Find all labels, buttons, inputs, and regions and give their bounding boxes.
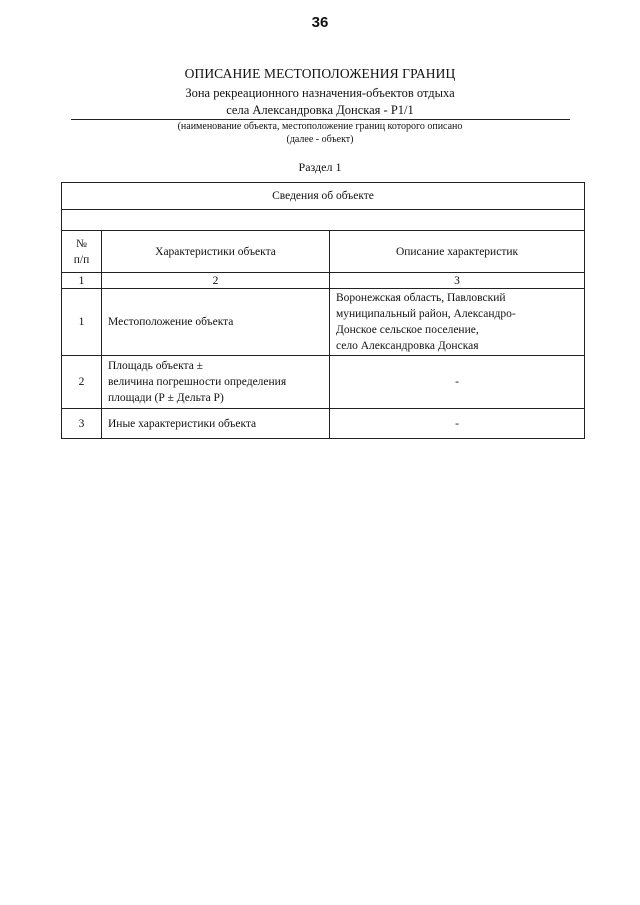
table-spacer-row: [62, 210, 585, 231]
column-number: 2: [102, 273, 330, 289]
object-name-line-1: Зона рекреационного назначения-объектов отдыха: [185, 86, 455, 100]
row-characteristic: [102, 289, 330, 356]
table-row: [62, 289, 585, 356]
object-name-line-2: села Александровка Донская - Р1/1: [226, 103, 414, 117]
row-characteristic-line: Местоположение объекта: [108, 316, 234, 328]
document-title: ОПИСАНИЕ МЕСТОПОЛОЖЕНИЯ ГРАНИЦ: [184, 66, 456, 81]
column-header-description: Описание характеристик: [330, 231, 585, 273]
row-description: [330, 409, 585, 439]
row-description-line: -: [455, 376, 459, 388]
row-characteristic-line: Иные характеристики объекта: [108, 417, 257, 430]
row-number: 2: [62, 356, 102, 409]
caption-line-2: (далее - объект): [286, 134, 354, 145]
row-description: [330, 356, 585, 409]
column-header-number-line: п/п: [73, 253, 90, 266]
caption-line-1: (наименование объекта, местоположение границ которого описано: [177, 121, 463, 132]
table-spacer-cell: [62, 210, 585, 231]
underline-rule: [71, 119, 570, 120]
row-description-line: село Александровка Донская: [336, 340, 479, 352]
row-description-line: муниципальный район, Александро-: [336, 308, 516, 320]
row-characteristic-line: Площадь объекта ±: [108, 360, 203, 372]
row-description-line: Донское сельское поселение,: [336, 324, 479, 336]
table-row: [62, 356, 585, 409]
page-number: 36: [311, 14, 329, 31]
row-description-line: Воронежская область, Павловский: [336, 292, 506, 304]
column-header-characteristic: Характеристики объекта: [102, 231, 330, 273]
object-info-table: [61, 182, 585, 439]
row-characteristic-line: площади (Р ± Дельта Р): [108, 392, 224, 404]
section-label: Раздел 1: [298, 160, 342, 174]
column-header-row: [62, 231, 585, 273]
column-number: 3: [330, 273, 585, 289]
column-number: 1: [62, 273, 102, 289]
row-characteristic: [102, 356, 330, 409]
row-characteristic-line: величина погрешности определения: [108, 376, 287, 388]
row-description: [330, 289, 585, 356]
table-header: Сведения об объекте: [62, 183, 585, 210]
column-header-number: [62, 231, 102, 273]
column-header-number-line: №: [76, 237, 87, 250]
row-number: 3: [62, 409, 102, 439]
row-description-line: -: [455, 417, 459, 430]
row-characteristic: [102, 409, 330, 439]
table-header-row: [62, 183, 585, 210]
row-number: 1: [62, 289, 102, 356]
table-row: [62, 409, 585, 439]
column-number-row: [62, 273, 585, 289]
